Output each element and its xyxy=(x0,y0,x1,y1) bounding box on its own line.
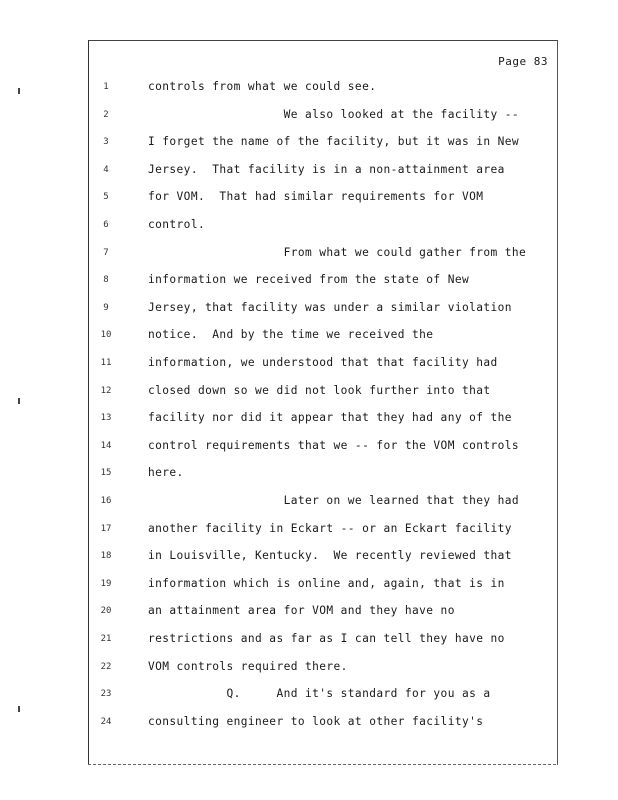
line-number: 11 xyxy=(100,358,112,368)
transcript-line: VOM controls required there. xyxy=(148,659,348,673)
transcript-line: information, we understood that that facility had xyxy=(148,356,498,369)
line-number: 3 xyxy=(103,137,109,148)
transcript-line: an attainment area for VOM and they have no xyxy=(148,604,455,618)
line-number: 23 xyxy=(100,689,112,700)
line-number: 19 xyxy=(100,578,112,589)
page-frame xyxy=(88,40,558,765)
transcript-line: information we received from the state of New xyxy=(148,273,470,287)
line-number: 18 xyxy=(100,551,112,562)
line-number: 7 xyxy=(103,247,109,258)
transcript-line: notice. And by the time we received the xyxy=(148,328,434,342)
page-number: Page 83 xyxy=(498,55,548,68)
line-number: 16 xyxy=(100,496,112,506)
transcript-line: control. xyxy=(148,218,206,231)
line-number: 20 xyxy=(100,606,112,617)
line-number: 4 xyxy=(103,164,109,175)
transcript-line: another facility in Eckart -- or an Eckart facility xyxy=(148,521,512,535)
line-number: 17 xyxy=(100,523,112,534)
line-number: 22 xyxy=(100,661,112,672)
transcript-line: Jersey. That facility is in a non-attainment area xyxy=(148,162,505,176)
line-number: 21 xyxy=(100,634,112,644)
bottom-rule xyxy=(88,764,556,765)
transcript-line: We also looked at the facility -- xyxy=(148,107,520,121)
transcript-line: for VOM. That had similar requirements for VOM xyxy=(148,190,484,204)
transcript-line: here. xyxy=(148,466,184,480)
transcript-line: Jersey, that facility was under a similar violation xyxy=(148,300,512,314)
line-number: 9 xyxy=(103,302,109,313)
scan-mark xyxy=(18,706,20,712)
transcript-line: closed down so we did not look further into that xyxy=(148,383,491,397)
transcript-line: consulting engineer to look at other facility's xyxy=(148,714,484,728)
transcript-line: From what we could gather from the xyxy=(148,245,527,259)
line-number: 24 xyxy=(100,716,112,727)
line-number: 5 xyxy=(103,192,109,203)
transcript-line: Later on we learned that they had xyxy=(148,494,520,507)
transcript-line: I forget the name of the facility, but it was in New xyxy=(148,135,520,149)
line-number: 15 xyxy=(100,468,112,479)
scan-mark xyxy=(18,88,20,94)
line-number: 2 xyxy=(103,109,109,120)
line-number: 1 xyxy=(103,82,109,92)
transcript-line: control requirements that we -- for the VOM controls xyxy=(148,438,520,452)
line-number: 13 xyxy=(100,413,112,424)
line-number: 10 xyxy=(100,330,112,341)
transcript-line: Q. And it's standard for you as a xyxy=(148,687,491,701)
transcript-line: in Louisville, Kentucky. We recently reviewed that xyxy=(148,549,512,563)
line-number: 6 xyxy=(103,220,109,230)
line-number: 8 xyxy=(103,275,109,286)
transcript-line: controls from what we could see. xyxy=(148,80,377,93)
scan-mark xyxy=(18,398,20,404)
transcript-line: facility nor did it appear that they had any of the xyxy=(148,411,512,425)
line-number: 14 xyxy=(100,440,112,451)
transcript-line: information which is online and, again, that is in xyxy=(148,576,505,590)
transcript-line: restrictions and as far as I can tell they have no xyxy=(148,632,505,645)
line-number: 12 xyxy=(100,385,112,396)
